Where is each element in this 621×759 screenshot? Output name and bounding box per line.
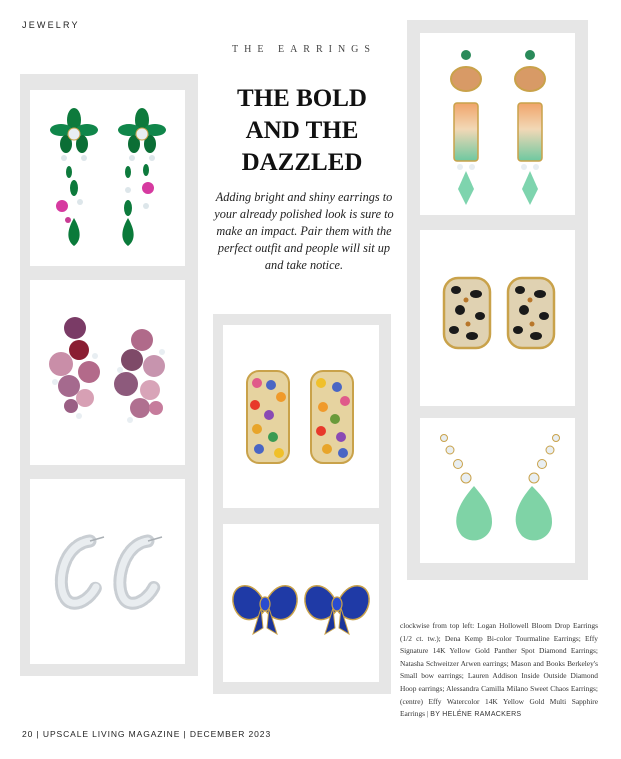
kicker: THE EARRINGS	[232, 44, 376, 55]
issue-date: DECEMBER 2023	[189, 729, 272, 739]
earring-photo-bicolor-tourmaline	[420, 33, 575, 215]
diamond-hoop-earrings-image	[30, 479, 185, 664]
page-number: 20	[22, 729, 34, 739]
section-label: JEWELRY	[22, 20, 80, 30]
earring-photo-arwen-cluster	[30, 280, 185, 465]
earring-photo-multi-sapphire	[223, 325, 379, 508]
arwen-cluster-earrings-image	[30, 280, 185, 465]
deck-text: Adding bright and shiny earrings to your already polished look is sure to make an impact. Pair them with the perfect outfit and people will sit up and take notice.	[214, 190, 394, 272]
emerald-bloom-earrings-image	[30, 90, 185, 266]
earring-photo-green-pear	[420, 418, 575, 563]
caption-text: clockwise from top left: Logan Hollowell Bloom Drop Earrings (1/2 ct. tw.); Dena Kemp Bi-color Tourmaline Earrings; Effy Signature 14K Yellow Gold Panther Spot Diamond Earrings; Natasha Schweitzer Arwen earrings; Mason and Books Berkeley's Small bow earrings; Lauren Addison Inside Outside Diamond Hoop earrings; Alessandra Camilla Milano Sweet Chaos Earrings; (centre) Effy Watercolor 14K Yellow Gold Multi Sapphire Earrings	[400, 621, 598, 719]
earring-photo-diamond-hoops	[30, 479, 185, 664]
green-pear-earrings-image	[420, 418, 575, 563]
caption-separator: |	[426, 709, 429, 719]
earring-photo-panther-spot	[420, 230, 575, 406]
earring-photo-lapis-bows	[223, 524, 379, 682]
photo-caption	[400, 620, 598, 722]
panther-spot-earrings-image	[420, 230, 575, 406]
page-footer	[22, 729, 271, 739]
magazine-name: UPSCALE LIVING MAGAZINE	[42, 729, 181, 739]
headline: THE BOLD AND THE DAZZLED	[237, 85, 367, 176]
byline: BY HELÉNE RAMACKERS	[430, 711, 522, 719]
footer-separator: |	[36, 729, 40, 739]
lapis-bow-earrings-image	[223, 524, 379, 682]
multi-sapphire-earrings-image	[223, 325, 379, 508]
bicolor-tourmaline-earrings-image	[420, 33, 575, 215]
footer-separator-2: |	[183, 729, 187, 739]
earring-photo-emerald-bloom	[30, 90, 185, 266]
